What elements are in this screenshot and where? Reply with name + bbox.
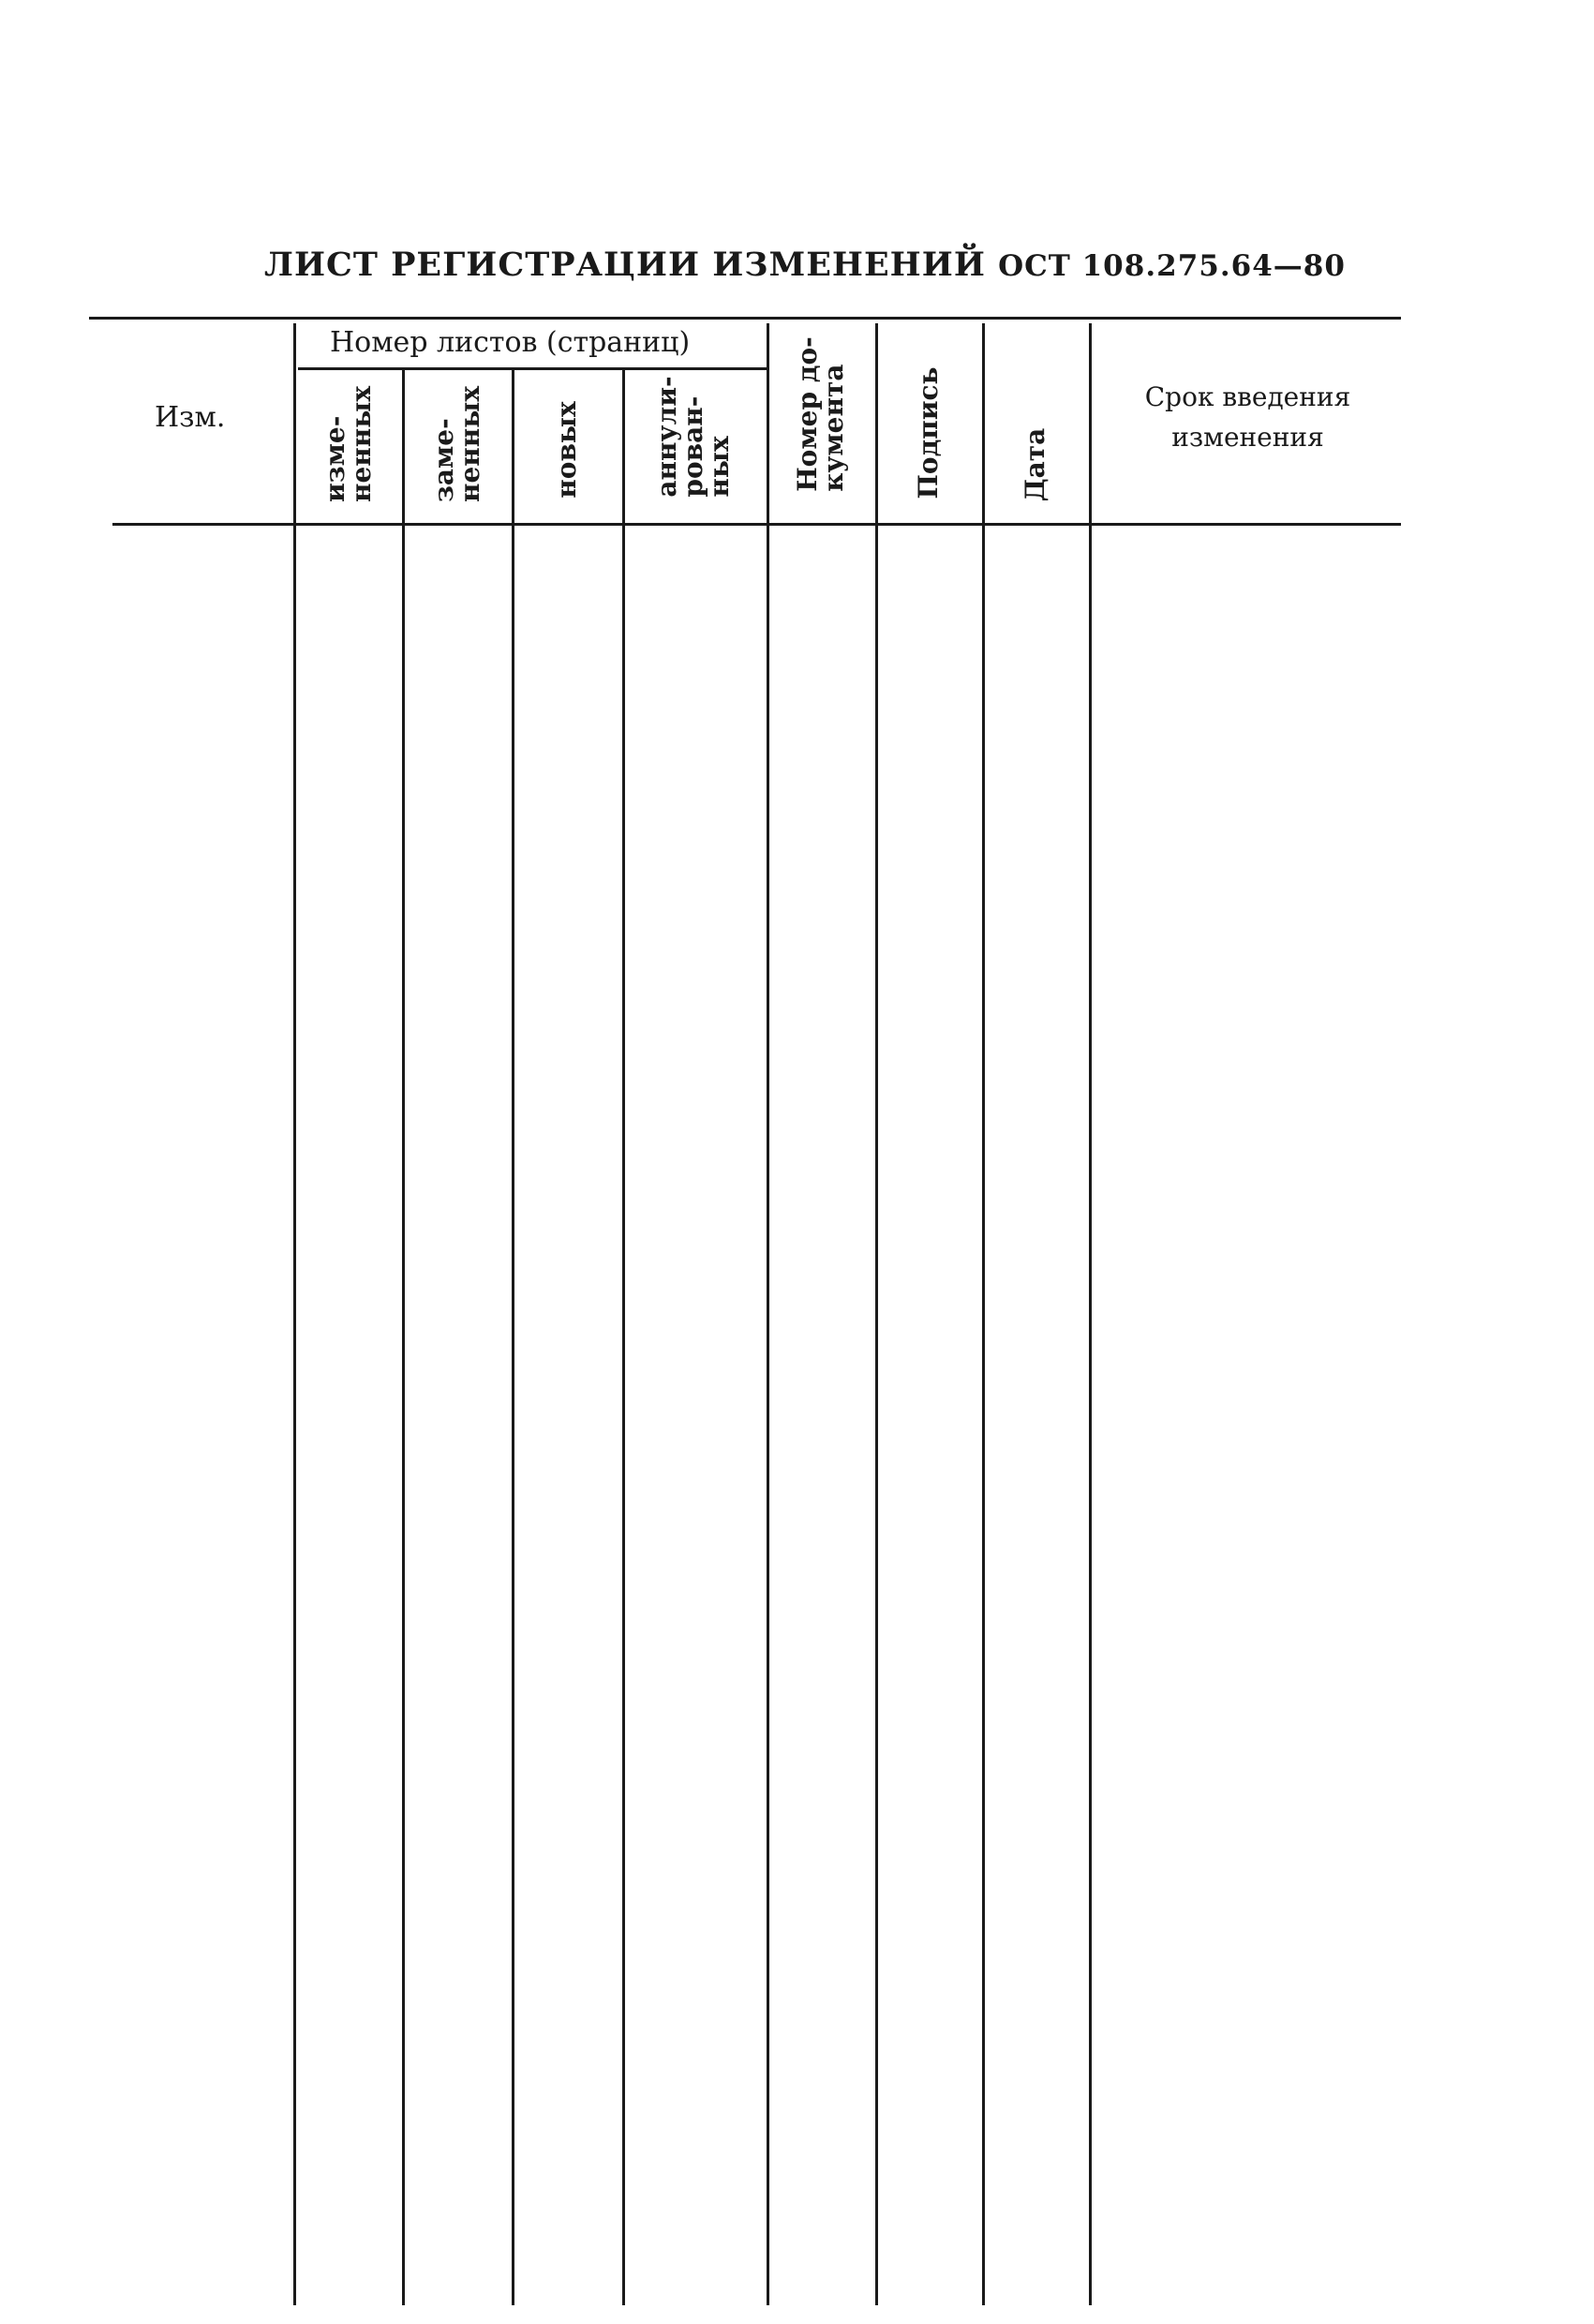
title-text: ЛИСТ РЕГИСТРАЦИИ ИЗМЕНЕНИЙ (264, 246, 986, 284)
column-divider-4 (622, 370, 625, 2305)
header-replaced: заме- ненных (428, 385, 485, 503)
header-bottom-rule (112, 523, 1401, 526)
column-divider-8 (1089, 323, 1092, 2305)
header-date: Дата (1020, 427, 1050, 502)
header-change: Изм. (155, 401, 226, 434)
header-document-number: Номер до- кумента (792, 336, 849, 492)
column-divider-1 (293, 323, 296, 2305)
header-new: новых (551, 401, 582, 499)
column-divider-2 (402, 370, 405, 2305)
header-effective-date: Срок введения изменения (1144, 381, 1351, 454)
document-code: ОСТ 108.275.64—80 (998, 249, 1346, 283)
header-signature: Подпись (913, 366, 944, 499)
table-top-rule (89, 317, 1401, 320)
page-title (264, 246, 1346, 284)
header-sheets-group: Номер листов (страниц) (330, 326, 691, 359)
column-divider-5 (767, 323, 769, 2305)
column-divider-7 (982, 323, 985, 2305)
column-divider-3 (512, 370, 514, 2305)
header-changed: изме- ненных (320, 385, 377, 503)
sheets-group-underline (298, 367, 767, 370)
header-annulled: аннули- рован- ных (651, 376, 735, 498)
column-divider-6 (875, 323, 878, 2305)
